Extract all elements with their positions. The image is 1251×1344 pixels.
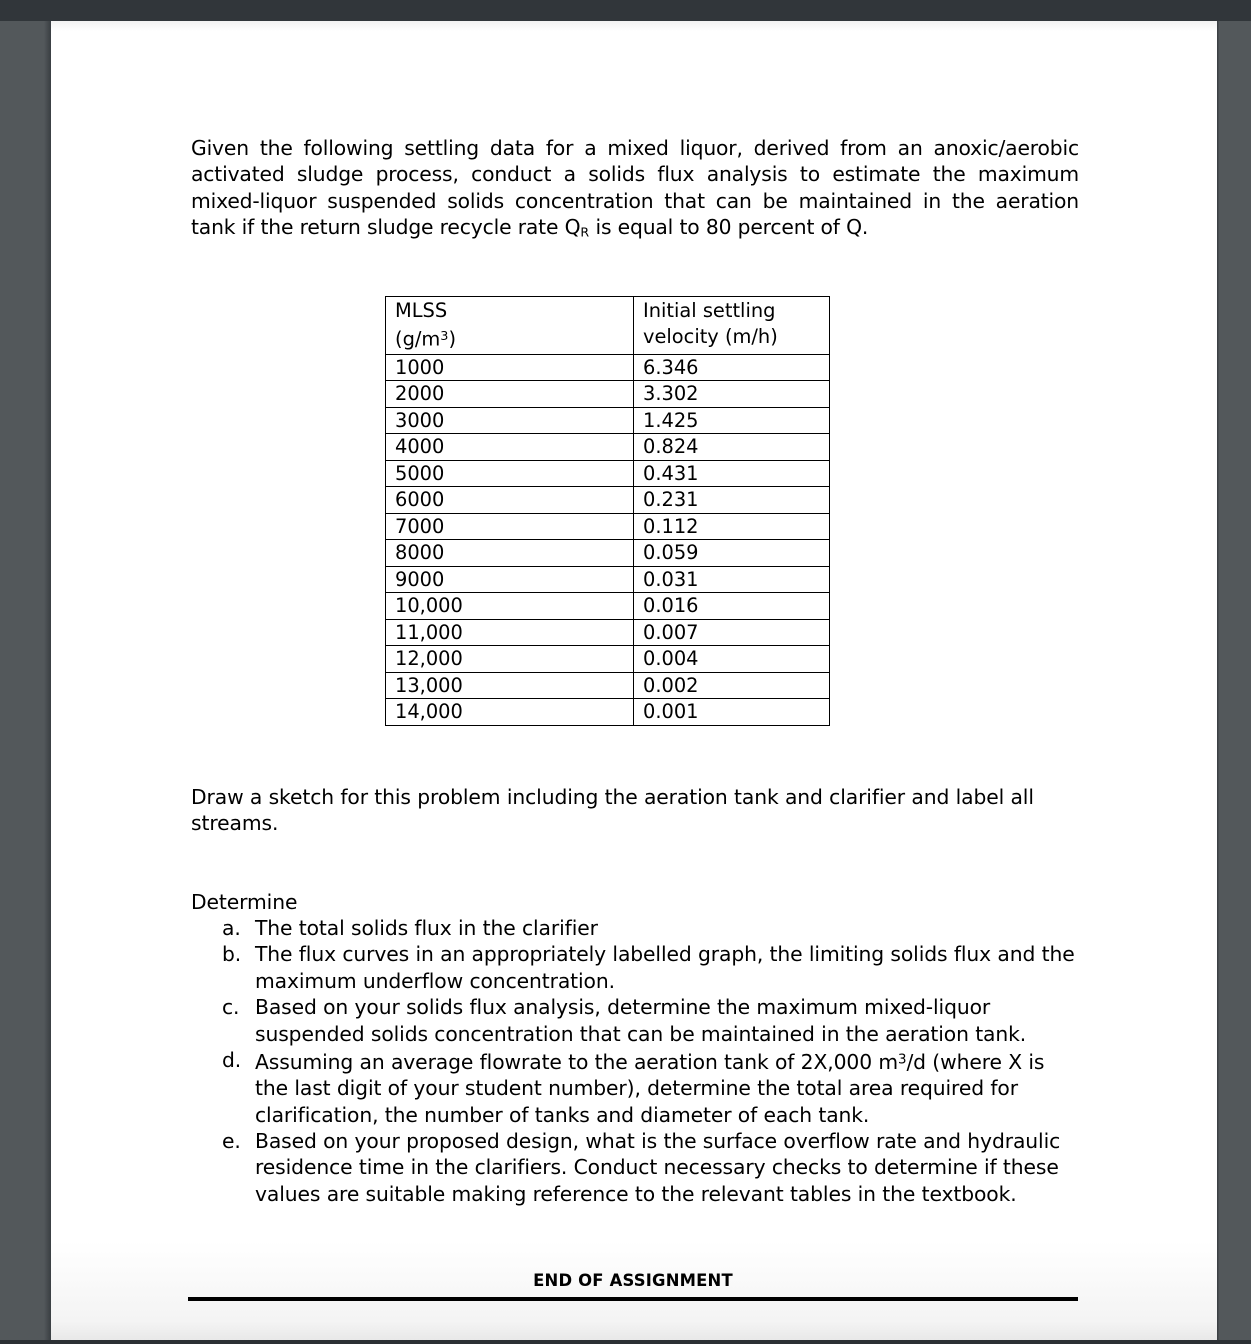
column-header-velocity-line1: Initial settling [643, 299, 776, 323]
list-item-marker: b. [222, 942, 242, 967]
determine-heading: Determine [191, 889, 298, 914]
document-page [51, 21, 1217, 1344]
table-header-row [386, 297, 830, 354]
cell-mlss: 11,000 [386, 619, 634, 646]
cell-mlss: 5000 [386, 460, 634, 487]
viewer-topbar [0, 0, 1251, 21]
list-item-marker: e. [222, 1128, 241, 1153]
footer-divider [188, 1297, 1078, 1301]
cell-mlss: 14,000 [386, 699, 634, 726]
viewer-bottom-edge [0, 1340, 1251, 1344]
list-item-text: Based on your proposed design, what is the surface overflow rate and hydraulic residence time in the clarifiers. Conduct necessary checks to determine if these values are suitable making reference to the relevant tables in the textbook. [255, 1128, 1061, 1206]
determine-list-item [191, 994, 1079, 1047]
table-row [386, 593, 830, 620]
cell-mlss: 8000 [386, 540, 634, 567]
settling-data-table [385, 296, 830, 725]
cell-settling-velocity: 6.346 [634, 354, 830, 381]
table-row [386, 699, 830, 726]
cell-settling-velocity: 0.031 [634, 566, 830, 593]
cell-mlss: 4000 [386, 434, 634, 461]
table-row [386, 540, 830, 567]
table-row [386, 354, 830, 381]
cell-settling-velocity: 0.016 [634, 593, 830, 620]
document-content [191, 135, 1079, 1207]
cell-settling-velocity: 0.112 [634, 513, 830, 540]
determine-list-item [191, 1047, 1079, 1128]
settling-data-table-body [386, 354, 830, 725]
column-header-velocity-line2: velocity (m/h) [643, 324, 778, 348]
determine-list-item [191, 915, 1079, 941]
intro-paragraph [191, 135, 1079, 245]
column-header-mlss-unit-superscript: 3 [440, 328, 449, 344]
cell-mlss: 13,000 [386, 672, 634, 699]
cell-mlss: 1000 [386, 354, 634, 381]
intro-paragraph-text-after-subscript: is equal to 80 percent of Q. [589, 214, 869, 239]
cell-settling-velocity: 0.431 [634, 460, 830, 487]
list-item-marker: a. [222, 916, 241, 941]
list-item-text [255, 1050, 1044, 1127]
list-item-text-before-superscript: Assuming an average flowrate to the aeration tank of 2X,000 m [255, 1049, 899, 1074]
column-header-mlss-line1: MLSS [395, 299, 448, 323]
cell-mlss: 10,000 [386, 593, 634, 620]
column-header-mlss-unit-suffix: ) [448, 327, 457, 351]
table-row [386, 566, 830, 593]
cell-settling-velocity: 3.302 [634, 381, 830, 408]
table-row [386, 460, 830, 487]
cubic-metre-superscript: 3 [898, 1052, 907, 1068]
sketch-instruction-paragraph: Draw a sketch for this problem including the aeration tank and clarifier and label all streams. [191, 784, 1034, 836]
determine-list-item [191, 1128, 1079, 1207]
cell-mlss: 7000 [386, 513, 634, 540]
list-item-text-after-superscript: /d (where X is the last digit of your student number), determine the total area required for clarification, the number of tanks and diameter of each tank. [255, 1049, 1045, 1127]
table-row [386, 672, 830, 699]
column-header-mlss-line2 [395, 324, 633, 352]
column-header-mlss-unit-prefix: (g/m [395, 327, 441, 351]
cell-mlss: 9000 [386, 566, 634, 593]
recycle-rate-subscript: R [580, 224, 590, 240]
list-item-text: The flux curves in an appropriately labelled graph, the limiting solids flux and the maximum underflow concentration. [255, 942, 1075, 993]
cell-settling-velocity: 0.824 [634, 434, 830, 461]
settling-data-table-container [385, 296, 1079, 725]
determine-list-item [191, 941, 1079, 994]
list-item-text: Based on your solids flux analysis, determine the maximum mixed-liquor suspended solids concentration that can be maintained in the aeration tank. [255, 995, 1027, 1046]
cell-mlss: 6000 [386, 487, 634, 514]
column-header-settling-velocity [634, 297, 830, 354]
cell-settling-velocity: 0.059 [634, 540, 830, 567]
cell-mlss: 2000 [386, 381, 634, 408]
cell-settling-velocity: 0.002 [634, 672, 830, 699]
list-item-text: The total solids flux in the clarifier [255, 916, 598, 941]
cell-mlss: 12,000 [386, 646, 634, 673]
column-header-mlss [386, 297, 634, 354]
end-of-assignment-label: END OF ASSIGNMENT [533, 1271, 733, 1290]
cell-settling-velocity: 0.007 [634, 619, 830, 646]
cell-settling-velocity: 0.004 [634, 646, 830, 673]
intro-paragraph-text-before-subscript: Given the following settling data for a mixed liquor, derived from an anoxic/aerobic activated sludge process, conduct a solids flux analysis to estimate the maximum mixed-liquor suspended solids concentration that can be maintained in the aeration tank if the return sludge recycle rate Q [191, 136, 1079, 239]
table-row [386, 487, 830, 514]
cell-settling-velocity: 0.231 [634, 487, 830, 514]
cell-settling-velocity: 0.001 [634, 699, 830, 726]
determine-list [191, 915, 1079, 1207]
cell-mlss: 3000 [386, 407, 634, 434]
table-row [386, 619, 830, 646]
list-item-marker: c. [222, 995, 240, 1020]
cell-settling-velocity: 1.425 [634, 407, 830, 434]
table-row [386, 381, 830, 408]
table-row [386, 513, 830, 540]
list-item-marker: d. [222, 1048, 242, 1073]
table-row [386, 407, 830, 434]
table-row [386, 646, 830, 673]
table-row [386, 434, 830, 461]
